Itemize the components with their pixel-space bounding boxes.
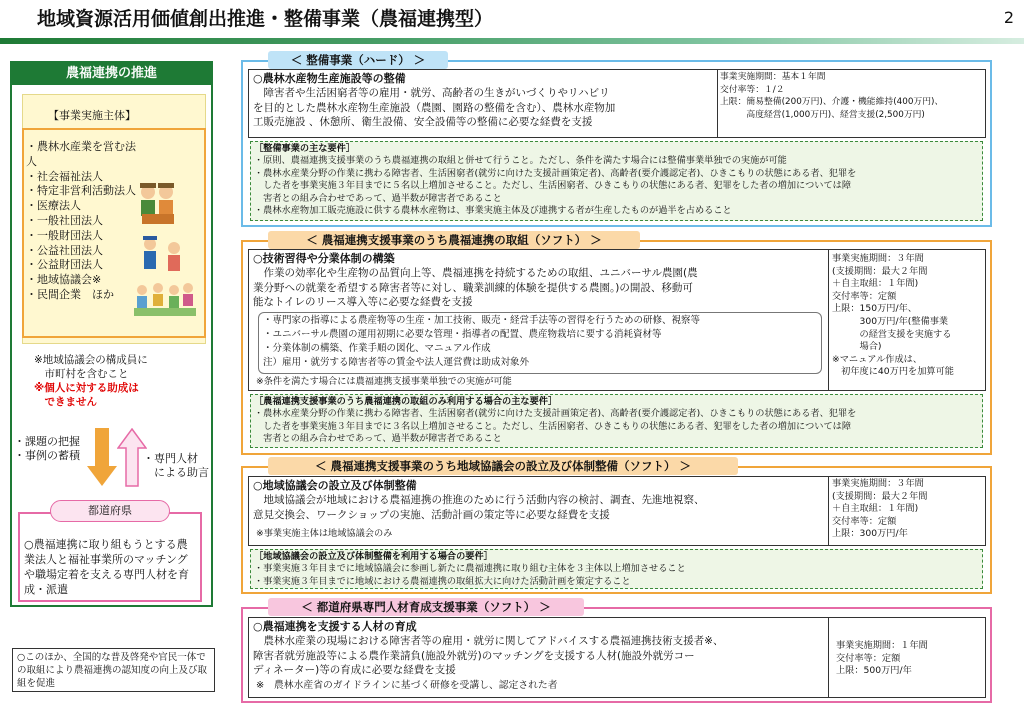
hard-body: 障害者や生活困窮者等の雇用・就労、高齢者の生きがいづくりやリハビリ を目的とした農林水産物生産施設（農園、園路の整備を含む）、農林水産物加 工販売施設 、休憩所、衛生設備、安全設備等の整備に必要な経費を支援	[253, 87, 616, 128]
arrow-left-text: ・課題の把握 ・事例の蓄積	[14, 435, 80, 462]
sidebar-title: 農福連携の推進	[12, 63, 211, 85]
section-hard-label: ＜ 整備事業（ハード） ＞	[268, 51, 448, 69]
soft3-body: 農林水産業の現場における障害者等の雇用・就労に関してアドバイスする農福連携技術支援者※、 障害者就労施設等による農作業請負(施設外就労)のマッチングを支援する人材(施設外就労コー ディネーター)等の育成に必要な経費を支援	[253, 635, 724, 676]
soft1-req-heading: ［農福連携支援事業のうち農福連携の取組のみ利用する場合の主な要件］	[254, 396, 558, 407]
soft1-cond-note: ※条件を満たす場合には農福連携支援事業単独での実施が可能	[256, 376, 512, 387]
worker-icon	[143, 236, 180, 271]
arrow-right-text: ・専門人材 による助言	[143, 452, 209, 479]
section-soft3-label: ＜ 都道府県専門人材育成支援事業（ソフト） ＞	[268, 598, 584, 616]
implementer-list	[26, 140, 141, 303]
header-divider	[0, 38, 1024, 44]
bottom-note: ○このほか、全国的な普及啓発や官民一体での取組により農福連携の認知度の向上及び取組を促進	[12, 648, 215, 692]
individual-note: ※個人に対する助成は できません	[34, 382, 139, 408]
section-soft1-label: ＜ 農福連携支援事業のうち農福連携の取組（ソフト） ＞	[268, 231, 640, 249]
list-item: ・社会福祉法人	[26, 169, 103, 183]
soft2-terms: 事業実施期間：３年間 (支援期間：最大２年間 ＋自主取組：１年間) 交付率等：定額 上限：300万円/年	[832, 478, 928, 540]
prefecture-text: ○農福連携に取り組もうとする農業法人と福祉事業所のマッチングや職場定着を支える専門人材を育成・派遣	[24, 538, 189, 596]
list-item: ・農林水産業を営む法人	[26, 140, 136, 168]
soft3-terms: 事業実施期間：１年間 交付率等：定額 上限：500万円/年	[836, 640, 928, 677]
list-item: ・特定非営利活動法人	[26, 184, 136, 198]
list-item: ・地域協議会※	[26, 273, 102, 287]
hard-divider	[717, 69, 718, 138]
list-item: ・民間企業 ほか	[26, 287, 114, 301]
farmer-group-icon	[140, 183, 174, 224]
soft2-body: 地域協議会が地域における農福連携の推進のために行う活動内容の検討、調査、先進地視察、 意見交換会、ワークショップの実施、活動計画の策定等に必要な経費を支援	[253, 494, 705, 521]
soft2-note: ※事業実施主体は地域協議会のみ	[256, 528, 393, 539]
list-item: ・公益社団法人	[26, 243, 103, 257]
soft2-req-body: ・事業実施３年目までに地域協議会に参画し新たに農福連携に取り組む主体を３主体以上増加させること ・事業実施３年目までに地域における農福連携の取組拡大に向けた活動計画を策定すること	[254, 563, 686, 587]
page-number: 2	[1003, 8, 1014, 27]
soft1-terms: 事業実施期間：３年間 (支援期間：最大２年間 ＋自主取組：１年間) 交付率等：定額 上限：150万円/年、 300万円/年(整備事業 の経営支援を実施する 場合) ※マニュアル作成は、 初年度に40万円を加算可能	[832, 253, 954, 378]
list-item: ・一般社団法人	[26, 213, 103, 227]
soft1-req-body: ・農林水産業分野の作業に携わる障害者、生活困窮者(就労に向けた支援計画策定者)、高齢者(要介護認定者)、ひきこもりの状態にある者、犯罪を した者を事業実施３年目までに３名以上増加させること。ただし、生活困窮者、ひきこもりの状態にある者、犯罪をした者の増加については障 害者との組み合わせであって、過半数が障害者であること	[254, 408, 857, 445]
section-soft2-label: ＜ 農福連携支援事業のうち地域協議会の設立及び体制整備（ソフト） ＞	[268, 457, 738, 475]
harvest-group-icon	[134, 283, 196, 316]
implementer-heading: 【事業実施主体】	[48, 109, 136, 122]
soft2-heading: ○地域協議会の設立及び体制整備	[253, 479, 417, 492]
header-title: 地域資源活用価値創出推進・整備事業（農福連携型）	[37, 8, 494, 30]
hard-heading: ○農林水産物生産施設等の整備	[253, 72, 406, 85]
hard-req-heading: ［整備事業の主な要件］	[254, 143, 356, 154]
soft2-divider	[828, 476, 829, 546]
soft3-heading: ○農福連携を支援する人材の育成	[253, 620, 417, 633]
hard-req-body: ・原則、農福連携支援事業のうち農福連携の取組と併せて行うこと。ただし、条件を満たす場合には整備事業単独での実施が可能 ・農林水産業分野の作業に携わる障害者、生活困窮者(就労に向けた支援計画策定者)、高齢者(要介護認定者)、ひきこもりの状態にある者、犯罪を した者を事業実施３年目までに５名以上増加させること。ただし、生活困窮者、ひきこもりの状態にある者、犯罪をした者の増加については障 害者との組み合わせであって、過半数が障害者であること ・農林水産物加工販売施設に供する農林水産物は、事業実施主体及び連携する者が生産したものが過半を占めること	[254, 155, 857, 217]
hard-terms: 事業実施期間：基本１年間 交付率等：１/２ 上限：簡易整備(200万円)、介護・機能維持(400万円)、 高度経営(1,000万円)、経営支援(2,500万円)	[720, 72, 944, 120]
soft3-divider	[828, 617, 829, 698]
prefecture-label: 都道府県	[50, 500, 170, 522]
soft1-heading: ○技術習得や分業体制の構築	[253, 252, 395, 265]
workers-illustration	[128, 178, 200, 328]
list-item: ・医療法人	[26, 199, 81, 213]
soft1-body: 作業の効率化や生産物の品質向上等、農福連携を持続するための取組、ユニバーサル農園(農 業分野への就業を希望する障害者等に対し、職業訓練的体験を提供する農園。)の開設、移動可 能なトイレのリース導入等に必要な経費を支援	[253, 267, 698, 308]
list-item: ・一般財団法人	[26, 228, 103, 242]
list-item: ・公益財団法人	[26, 258, 103, 272]
down-arrow-icon	[87, 428, 117, 488]
soft2-req-heading: ［地域協議会の設立及び体制整備を利用する場合の要件］	[254, 551, 493, 562]
soft3-note: ※ 農林水産省のガイドラインに基づく研修を受講し、認定された者	[256, 680, 558, 691]
soft1-divider	[828, 249, 829, 391]
council-note: ※地域協議会の構成員に 市町村を含むこと	[34, 354, 148, 380]
soft1-bullets: ・専門家の指導による農産物等の生産・加工技術、販売・経営手法等の習得を行うための研修、視察等 ・ユニバーサル農園の運用初期に必要な管理・指導者の配置、農産物栽培に要する消耗資材等 ・分業体制の構築、作業手順の図化、マニュアル作成 注）雇用・就労する障害者等の賃金や法人運営費は助成対象外	[263, 315, 701, 368]
